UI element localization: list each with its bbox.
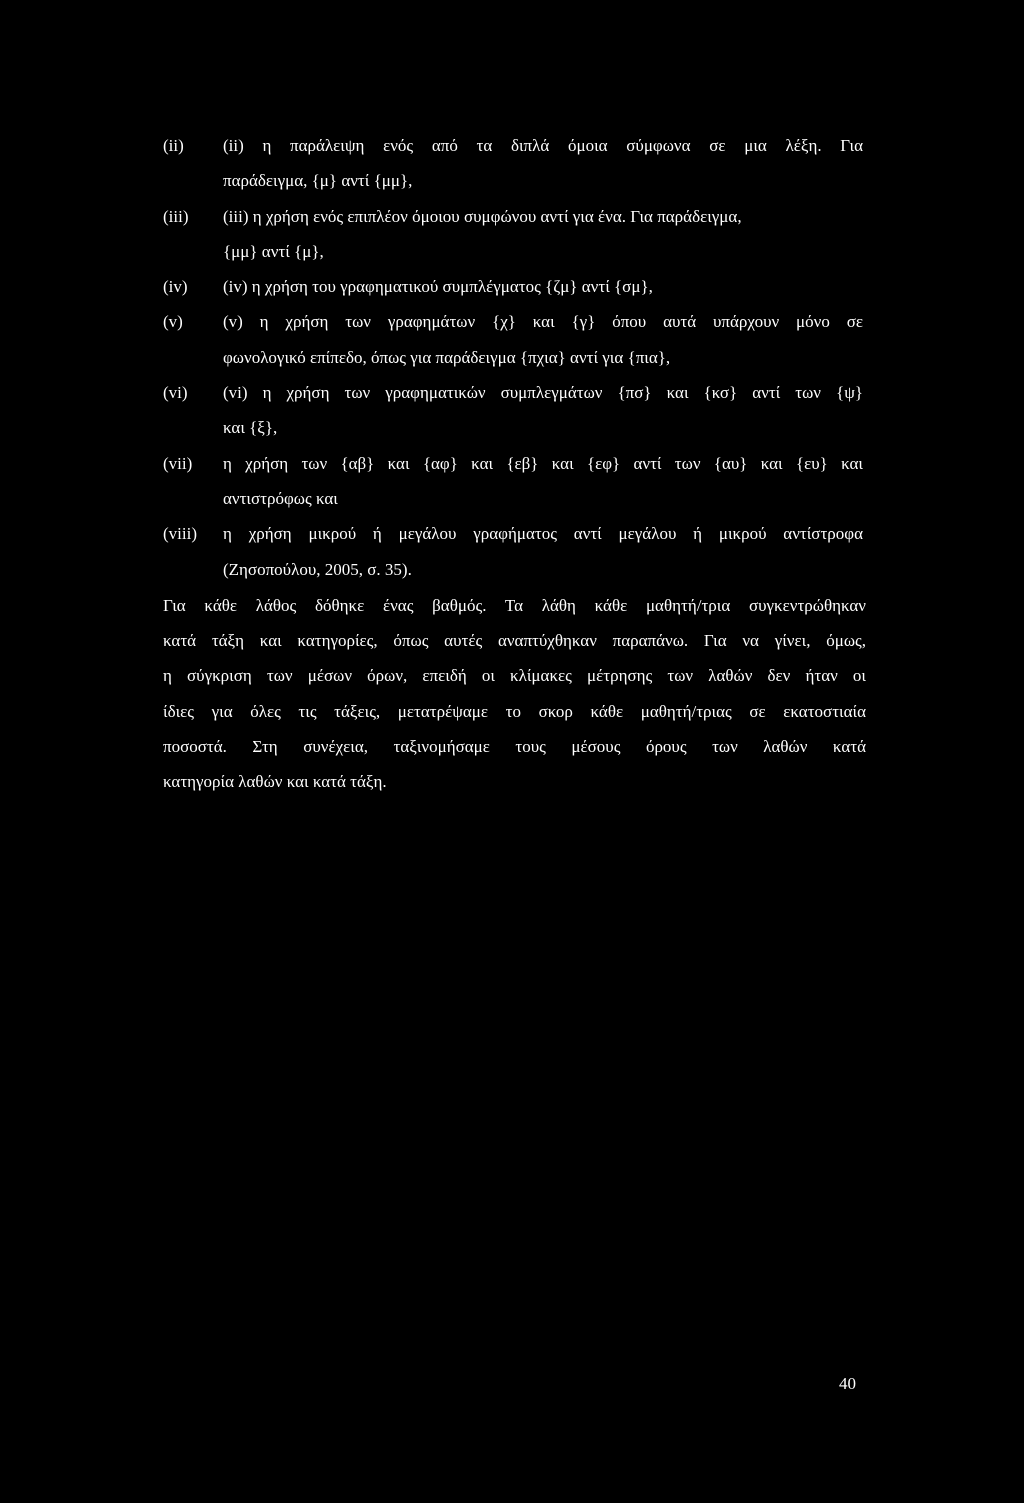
list-item-text [223, 199, 863, 270]
text-line: και {ξ}, [223, 418, 278, 438]
list-item-text [223, 128, 863, 199]
text-line: (iv) η χρήση του γραφηματικού συμπλέγματος {ζμ} αντί {σμ}, [223, 277, 653, 297]
list-marker: (viii) [163, 524, 197, 544]
paragraph-line: η σύγκριση των μέσων όρων, επειδή οι κλίμακες μέτρησης των λαθών δεν ήταν οι [163, 666, 866, 686]
text-line: {μμ} αντί {μ}, [223, 241, 324, 261]
list-item [163, 375, 863, 446]
body-paragraph [163, 588, 866, 799]
text-line: αντιστρόφως και [223, 488, 338, 508]
page-number: 40 [839, 1374, 856, 1393]
list-marker: (iv) [163, 277, 188, 297]
text-line: η χρήση των {αβ} και {αφ} και {εβ} και {εφ} αντί των {αυ} και {ευ} και [223, 453, 863, 473]
text-line: (iii) η χρήση ενός επιπλέον όμοιου συμφώνου αντί για ένα. Για παράδειγμα, [223, 206, 742, 226]
list-marker: (ii) [163, 136, 184, 155]
list-item-text [223, 304, 863, 375]
list-item-text [223, 375, 863, 446]
paragraph-line: κατά τάξη και κατηγορίες, όπως αυτές αναπτύχθηκαν παραπάνω. Για να γίνει, όμως, [163, 631, 866, 651]
text-line: (ii) η παράλειψη ενός από τα διπλά όμοια σύμφωνα σε μια λέξη. Για [223, 136, 863, 155]
paragraph-line: ίδιες για όλες τις τάξεις, μετατρέψαμε το σκορ κάθε μαθητή/τριας σε εκατοστιαία [163, 701, 866, 721]
text-line: (Ζησοπούλου, 2005, σ. 35). [223, 559, 412, 579]
paragraph-line: Για κάθε λάθος δόθηκε ένας βαθμός. Τα λάθη κάθε μαθητή/τρια συγκεντρώθηκαν [163, 596, 866, 615]
list-item [163, 446, 863, 517]
text-line: η χρήση μικρού ή μεγάλου γραφήματος αντί μεγάλου ή μικρού αντίστροφα [223, 524, 863, 544]
list-marker: (iii) [163, 206, 189, 226]
list-item [163, 128, 863, 199]
list-item-text [223, 446, 863, 517]
list-item [163, 269, 863, 304]
text-line: (vi) η χρήση των γραφηματικών συμπλεγμάτων {πσ} και {κσ} αντί των {ψ} [223, 383, 863, 403]
list-item [163, 304, 863, 375]
list-marker: (vi) [163, 383, 188, 403]
list-marker: (vii) [163, 453, 193, 473]
text-line: φωνολογικό επίπεδο, όπως για παράδειγμα {πχια} αντί για {πια}, [223, 347, 671, 367]
paragraph-line: κατηγορία λαθών και κατά τάξη. [163, 772, 387, 792]
list-item [163, 516, 863, 587]
text-line: παράδειγμα, {μ} αντί {μμ}, [223, 171, 413, 191]
paragraph-line: ποσοστά. Στη συνέχεια, ταξινομήσαμε τους μέσους όρους των λαθών κατά [163, 736, 866, 756]
list-item-text [223, 269, 863, 304]
list-item-text [223, 516, 863, 587]
list-marker: (v) [163, 312, 183, 332]
list-item [163, 199, 863, 270]
text-line: (v) η χρήση των γραφημάτων {χ} και {γ} όπου αυτά υπάρχουν μόνο σε [223, 312, 863, 332]
error-category-list [163, 128, 863, 587]
